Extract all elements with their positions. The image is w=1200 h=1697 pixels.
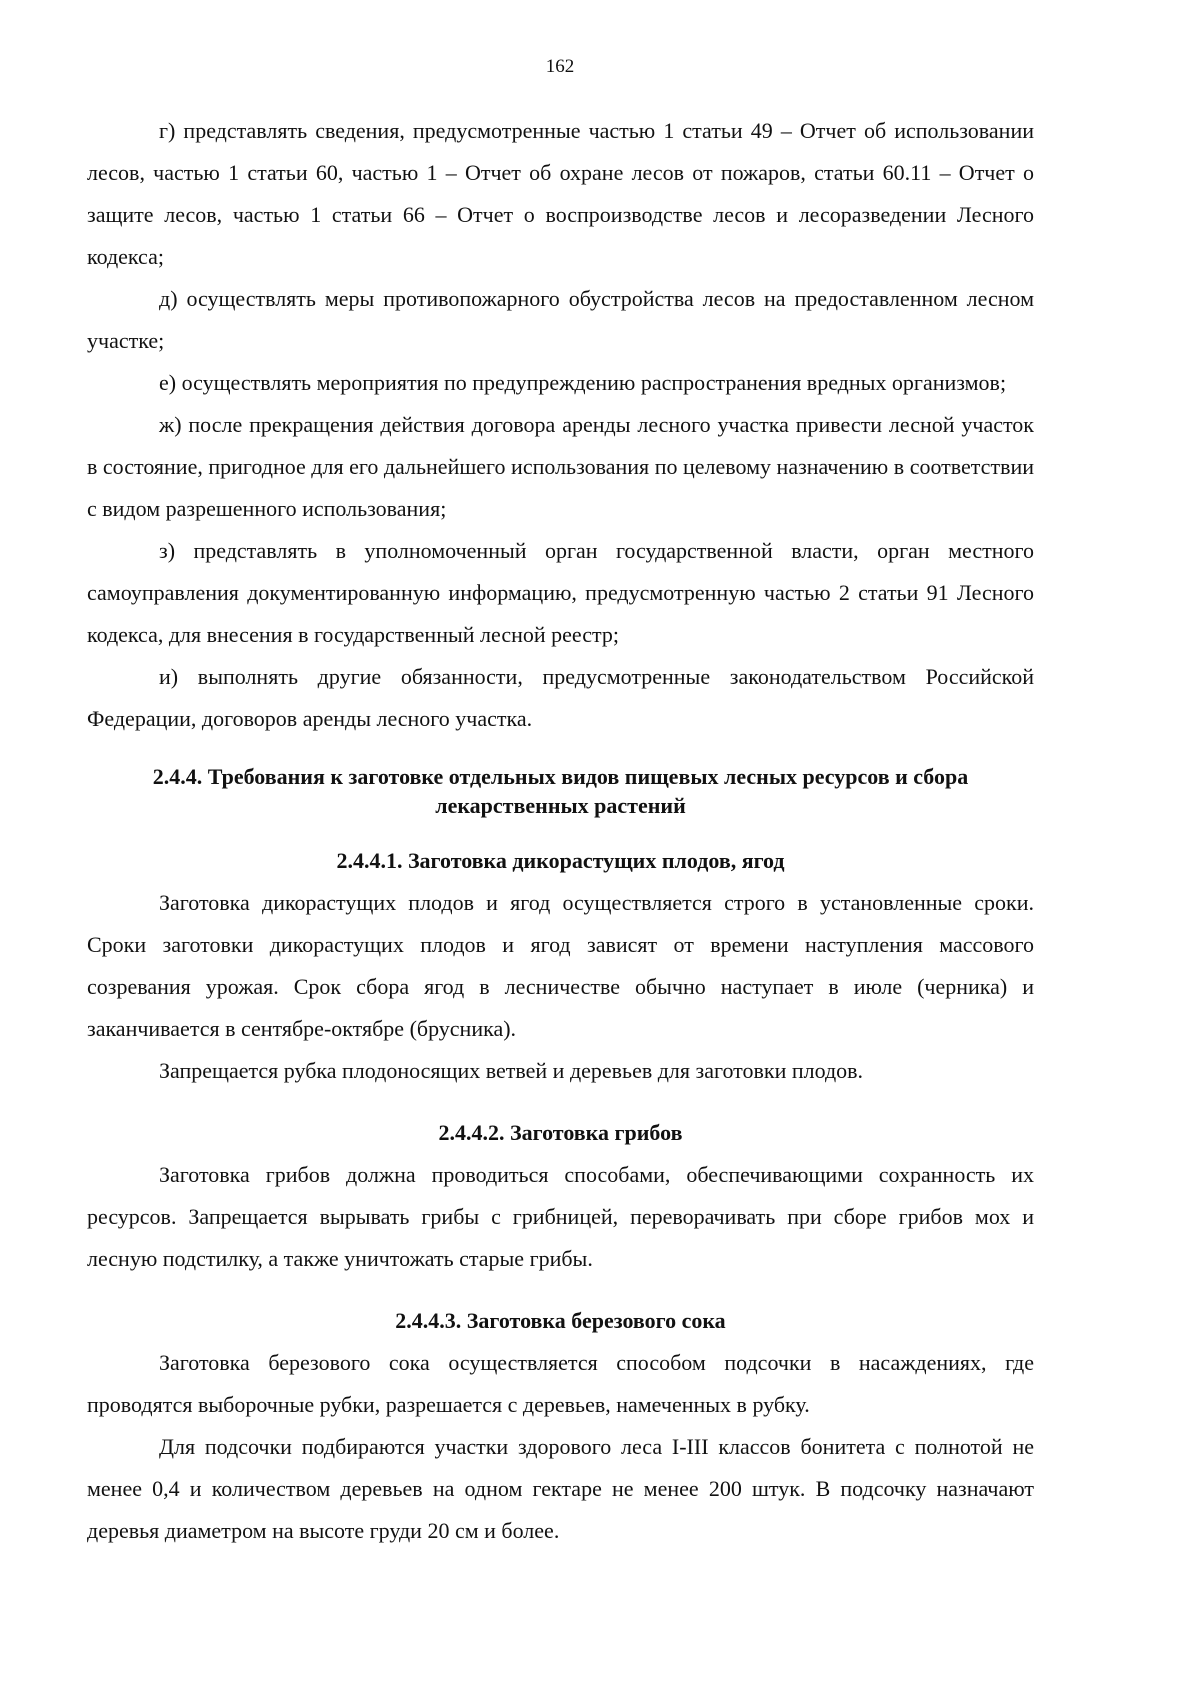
subsection-heading-birch-sap: 2.4.4.3. Заготовка березового сока xyxy=(395,1308,726,1333)
section-heading xyxy=(87,762,1034,820)
paragraph-birch-sap-2: Для подсочки подбираются участки здорового леса I-III классов бонитета с полнотой не менее 0,4 и количеством деревьев на одном гектаре не менее 200 штук. В подсочку назначают деревья диаметром на высоте груди 20 см и более. xyxy=(87,1434,1034,1543)
subsection-heading-berries: 2.4.4.1. Заготовка дикорастущих плодов, ягод xyxy=(336,848,785,873)
section-heading-line2: лекарственных растений xyxy=(435,793,686,818)
paragraph-zh: ж) после прекращения действия договора аренды лесного участка привести лесной участок в состояние, пригодное для его дальнейшего использования по целевому назначению в соответствии с видом разрешенного использования; xyxy=(87,412,1034,521)
paragraph-e: е) осуществлять мероприятия по предупреждению распространения вредных организмов; xyxy=(159,370,1007,395)
document-body xyxy=(87,110,1034,1552)
page-number: 162 xyxy=(545,56,575,77)
paragraph-birch-sap-1: Заготовка березового сока осуществляется способом подсочки в насаждениях, где проводятся выборочные рубки, разрешается с деревьев, намеченных в рубку. xyxy=(87,1350,1034,1417)
section-heading-line1: 2.4.4. Требования к заготовке отдельных видов пищевых лесных ресурсов и сбора xyxy=(152,764,969,789)
subsection-heading-mushrooms: 2.4.4.2. Заготовка грибов xyxy=(438,1120,683,1145)
paragraph-g: г) представлять сведения, предусмотренные частью 1 статьи 49 – Отчет об использовании лесов, частью 1 статьи 60, частью 1 – Отчет об охране лесов от пожаров, статьи 60.11 – Отчет о защите лесов, частью 1 статьи 66 – Отчет о воспроизводстве лесов и лесоразведении Лесного кодекса; xyxy=(87,118,1034,269)
paragraph-berries-1: Заготовка дикорастущих плодов и ягод осуществляется строго в установленные сроки. Сроки заготовки дикорастущих плодов и ягод зависят от времени наступления массового созревания урожая. Срок сбора ягод в лесничестве обычно наступает в июле (черника) и заканчивается в сентябре-октябре (брусника). xyxy=(87,890,1034,1041)
paragraph-berries-2: Запрещается рубка плодоносящих ветвей и деревьев для заготовки плодов. xyxy=(159,1058,864,1083)
paragraph-i: и) выполнять другие обязанности, предусмотренные законодательством Российской Федерации, договоров аренды лесного участка. xyxy=(87,664,1034,731)
paragraph-mushrooms-1: Заготовка грибов должна проводиться способами, обеспечивающими сохранность их ресурсов. Запрещается вырывать грибы с грибницей, переворачивать при сборе грибов мох и лесную подстилку, а также уничтожать старые грибы. xyxy=(87,1162,1034,1271)
paragraph-z: з) представлять в уполномоченный орган государственной власти, орган местного самоуправления документированную информацию, предусмотренную частью 2 статьи 91 Лесного кодекса, для внесения в государственный лесной реестр; xyxy=(87,538,1034,647)
paragraph-d: д) осуществлять меры противопожарного обустройства лесов на предоставленном лесном участке; xyxy=(87,286,1034,353)
